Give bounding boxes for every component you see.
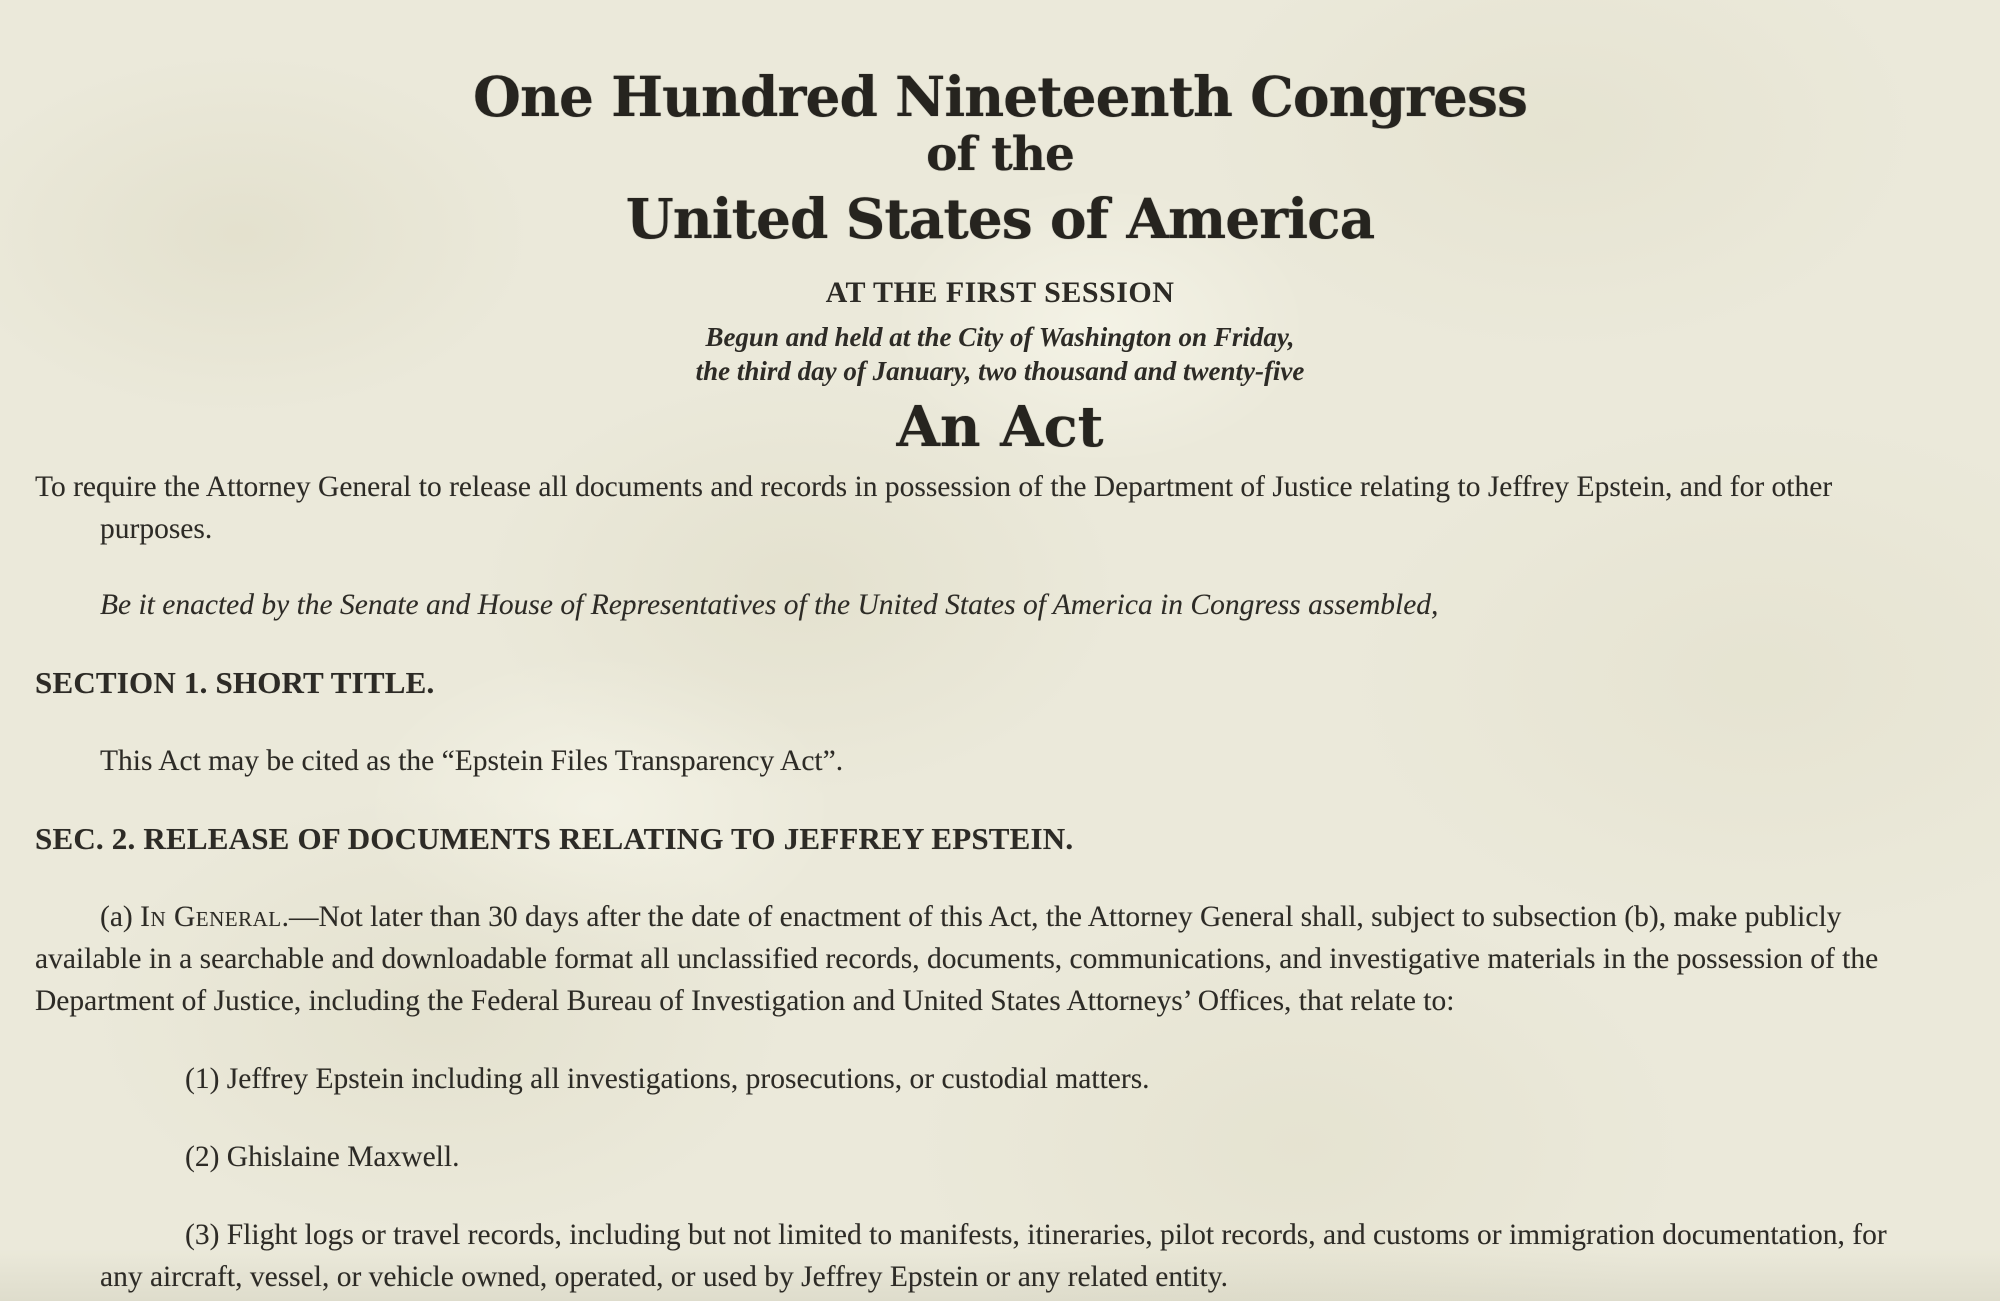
session-subtitle-line-1: Begun and held at the City of Washington on Friday, (705, 322, 1295, 352)
act-heading: An Act (896, 394, 1104, 460)
section-1-heading: SECTION 1. SHORT TITLE. (35, 665, 435, 700)
congress-title-line-3: United States of America (625, 186, 1375, 251)
list-item-2: (2) Ghislaine Maxwell. (185, 1141, 460, 1173)
subsection-a-label: (a) (100, 901, 141, 933)
session-subtitle-line-2: the third day of January, two thousand and twenty-five (695, 356, 1305, 386)
section-1-body: This Act may be cited as the “Epstein Files Transparency Act”. (100, 745, 844, 777)
subsection-a-paragraph (35, 896, 1930, 1022)
congress-title-line-1: One Hundred Nineteenth Congress (473, 64, 1527, 129)
subsection-a-text: .—Not later than 30 days after the date of enactment of this Act, the Attorney General shall, subject to subsection (b), make publicly available in a searchable and downloadable format all unclassified records, documents, communications, and investigative materials in the possession of the Department of Justice, including the Federal Bureau of Investigation and United States Attorneys’ Offices, that relate to: (35, 901, 1879, 1017)
list-item-1: (1) Jeffrey Epstein including all investigations, prosecutions, or custodial matters. (185, 1063, 1150, 1095)
long-title: To require the Attorney General to release all documents and records in possession of the Department of Justice relating to Jeffrey Epstein, and for other purposes. (35, 471, 1833, 545)
congress-title-line-2: of the (926, 127, 1074, 182)
session-heading: AT THE FIRST SESSION (825, 276, 1175, 309)
enacting-clause: Be it enacted by the Senate and House of Representatives of the United States of America in Congress assembled, (100, 589, 1439, 621)
section-2-heading: SEC. 2. RELEASE OF DOCUMENTS RELATING TO JEFFREY EPSTEIN. (35, 821, 1074, 856)
list-item-3: (3) Flight logs or travel records, including but not limited to manifests, itineraries, pilot records, and customs or immigration documentation, for any aircraft, vessel, or vehicle owned, operated, or used by Jeffrey Epstein or any related entity. (100, 1219, 1887, 1293)
subsection-a-term: In General (140, 901, 282, 933)
